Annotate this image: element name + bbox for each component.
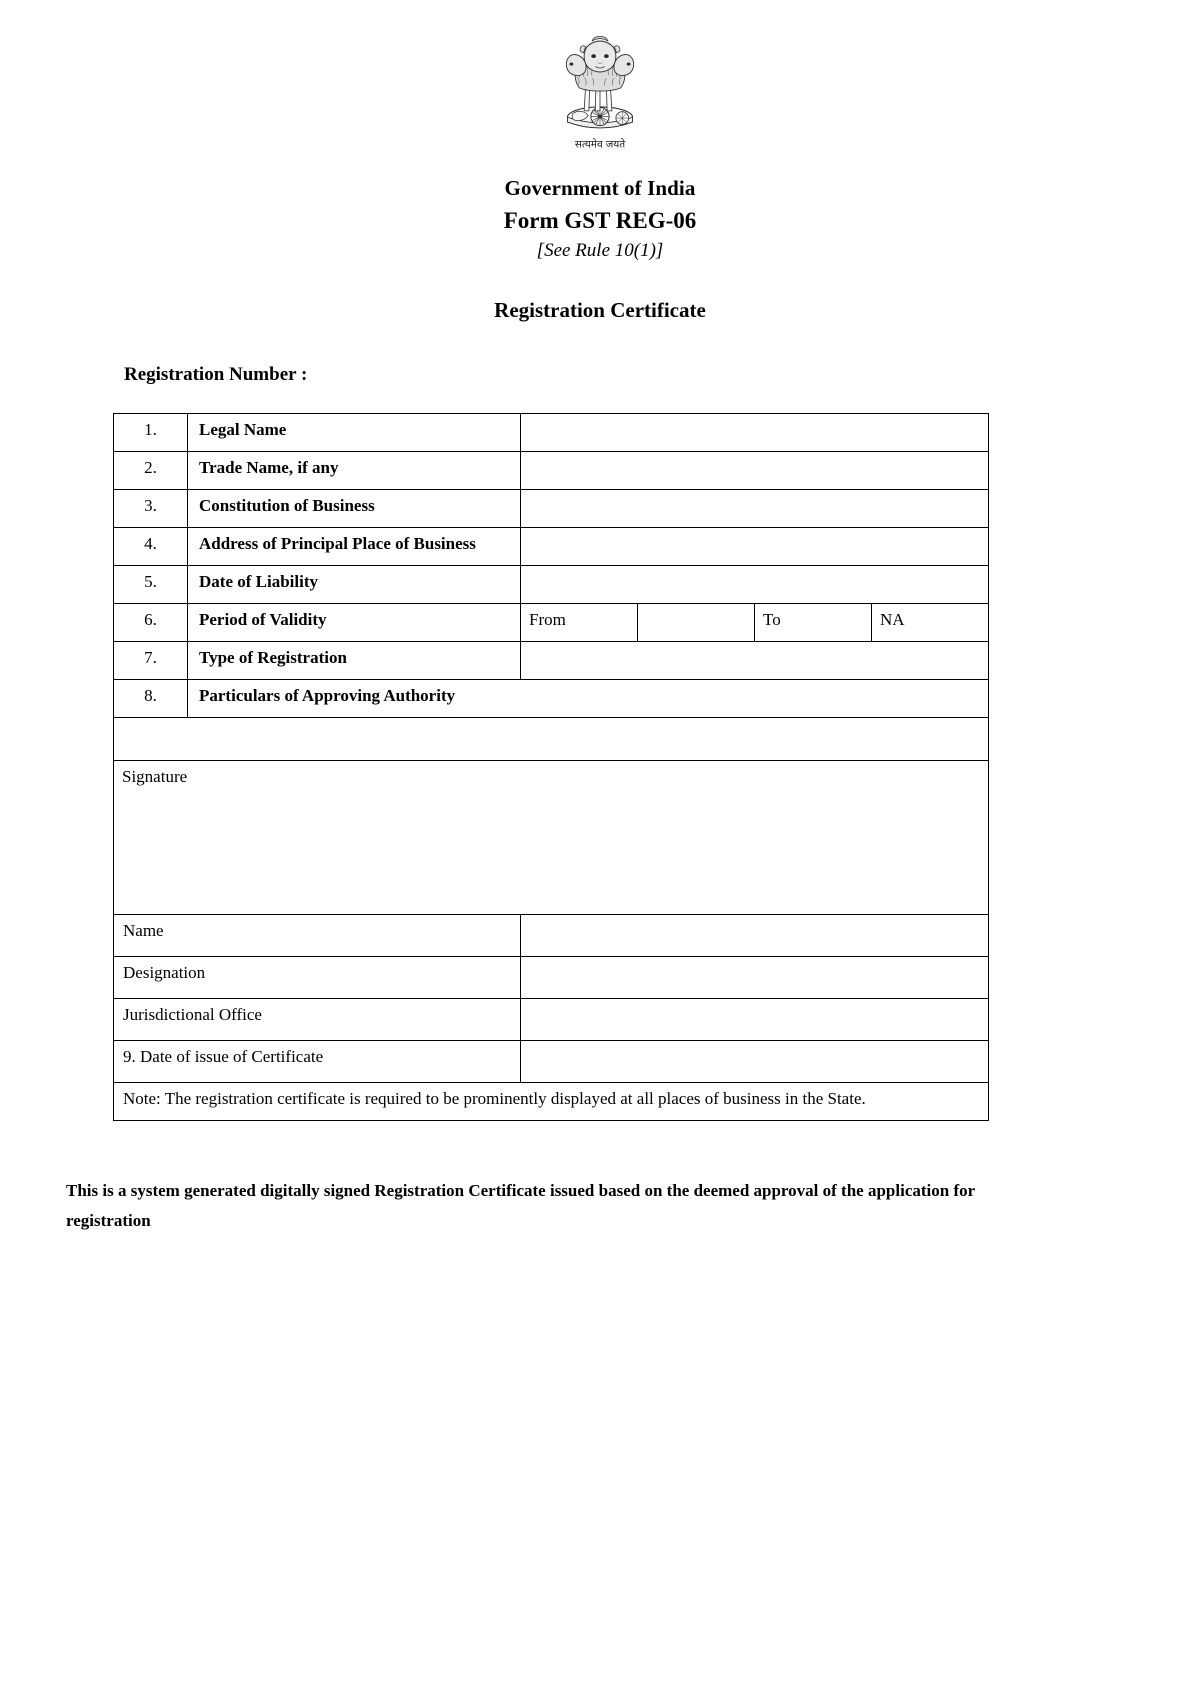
row-value-legal-name[interactable] bbox=[521, 414, 989, 452]
footer-value-name[interactable] bbox=[521, 915, 989, 957]
document-title: Registration Certificate bbox=[494, 298, 706, 322]
row-label-address-of-principal-place-of-business: Address of Principal Place of Business bbox=[188, 528, 521, 566]
footer-label-name: Name bbox=[114, 915, 521, 957]
row-value-type-of-registration[interactable] bbox=[521, 642, 989, 680]
row-label-type-of-registration: Type of Registration bbox=[188, 642, 521, 680]
table-row bbox=[114, 999, 989, 1041]
spacer-cell bbox=[114, 718, 989, 761]
table-row bbox=[114, 566, 989, 604]
row-number: 4. bbox=[114, 528, 188, 566]
row-value-constitution-of-business[interactable] bbox=[521, 490, 989, 528]
footer-label-designation: Designation bbox=[114, 957, 521, 999]
row-number: 1. bbox=[114, 414, 188, 452]
row-number: 8. bbox=[114, 680, 188, 718]
footer-value-designation[interactable] bbox=[521, 957, 989, 999]
table-row-signature bbox=[114, 761, 989, 915]
emblem-motto-text: सत्यमेव जयते bbox=[574, 139, 626, 151]
row-value-date-of-liability[interactable] bbox=[521, 566, 989, 604]
footer-label-date-of-issue: 9. Date of issue of Certificate bbox=[114, 1041, 521, 1083]
row-label-constitution-of-business: Constitution of Business bbox=[188, 490, 521, 528]
row-number: 3. bbox=[114, 490, 188, 528]
row-number: 7. bbox=[114, 642, 188, 680]
registration-number bbox=[124, 364, 311, 386]
footer-label-jurisdictional-office: Jurisdictional Office bbox=[114, 999, 521, 1041]
row-value-address-of-principal-place-of-business[interactable] bbox=[521, 528, 989, 566]
row-number: 2. bbox=[114, 452, 188, 490]
row-number: 5. bbox=[114, 566, 188, 604]
india-state-emblem-icon bbox=[552, 18, 648, 153]
signature-cell[interactable] bbox=[114, 761, 989, 915]
signature-label: Signature bbox=[122, 767, 188, 786]
row-value-trade-name[interactable] bbox=[521, 452, 989, 490]
rule-reference: [See Rule 10(1)] bbox=[536, 240, 664, 261]
table-row bbox=[114, 1041, 989, 1083]
period-to-value[interactable]: NA bbox=[872, 604, 989, 642]
table-row bbox=[114, 490, 989, 528]
system-generated-statement: This is a system generated digitally signed Registration Certificate issued based on the deemed approval of the application for registration bbox=[66, 1181, 975, 1230]
table-row bbox=[114, 414, 989, 452]
government-title: Government of India bbox=[504, 176, 696, 200]
period-from-value[interactable] bbox=[638, 604, 755, 642]
table-row-note bbox=[114, 1083, 989, 1121]
table-row bbox=[114, 915, 989, 957]
registration-number-value bbox=[307, 364, 311, 385]
row-number: 6. bbox=[114, 604, 188, 642]
row-label-trade-name: Trade Name, if any bbox=[188, 452, 521, 490]
period-to-label: To bbox=[755, 604, 872, 642]
table-row bbox=[114, 642, 989, 680]
certificate-details-table bbox=[113, 413, 989, 1121]
table-row bbox=[114, 957, 989, 999]
table-row bbox=[114, 452, 989, 490]
form-title: Form GST REG-06 bbox=[503, 208, 697, 233]
registration-number-label: Registration Number : bbox=[124, 364, 308, 385]
table-row bbox=[114, 680, 989, 718]
table-row bbox=[114, 528, 989, 566]
emblem-container bbox=[0, 18, 1200, 158]
note-text: Note: The registration certificate is required to be prominently displayed at all places of business in the State. bbox=[114, 1083, 989, 1121]
table-row-spacer bbox=[114, 718, 989, 761]
row-label-legal-name: Legal Name bbox=[188, 414, 521, 452]
footer-value-jurisdictional-office[interactable] bbox=[521, 999, 989, 1041]
footer-value-date-of-issue[interactable] bbox=[521, 1041, 989, 1083]
row-label-particulars-of-approving-authority: Particulars of Approving Authority bbox=[188, 680, 989, 718]
row-label-period-of-validity: Period of Validity bbox=[188, 604, 521, 642]
period-from-label: From bbox=[521, 604, 638, 642]
table-row-period-of-validity bbox=[114, 604, 989, 642]
row-label-date-of-liability: Date of Liability bbox=[188, 566, 521, 604]
